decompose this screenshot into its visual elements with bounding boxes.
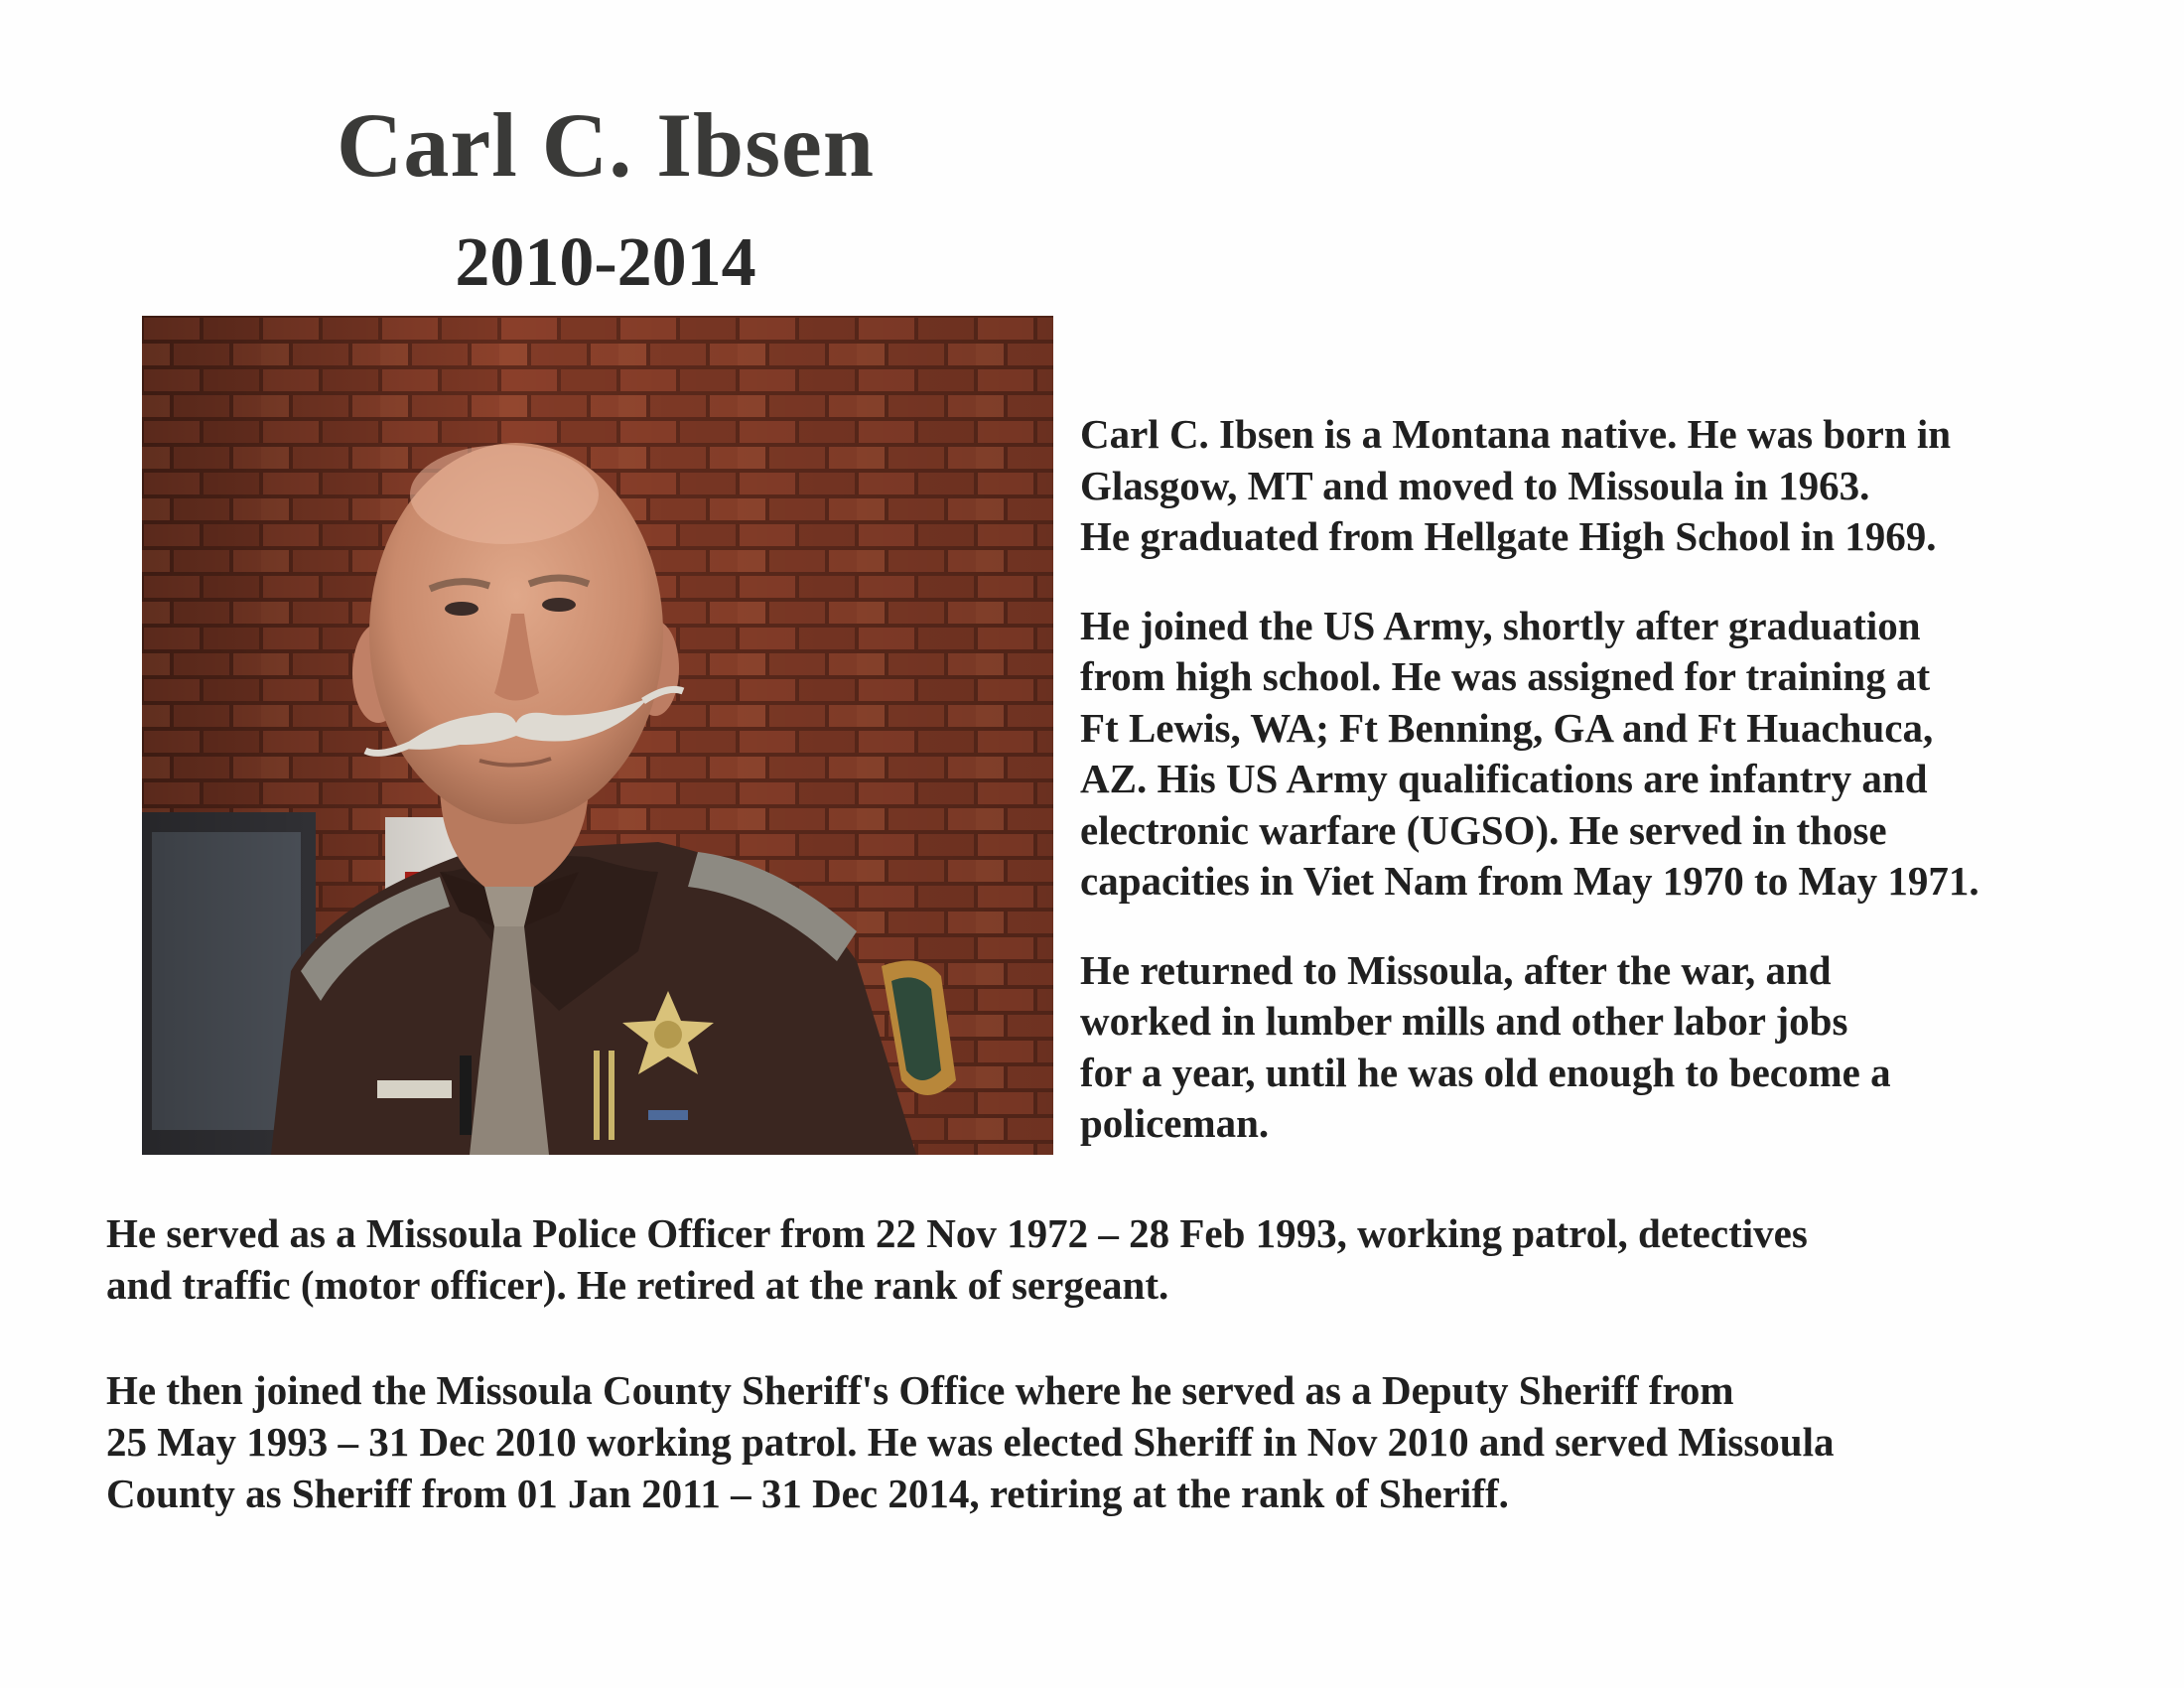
bio-right-column: [1080, 409, 2132, 1188]
page-title: Carl C. Ibsen: [336, 94, 876, 196]
bio-line: AZ. His US Army qualifications are infantry and: [1080, 756, 1928, 801]
bio-line: from high school. He was assigned for training at: [1080, 653, 1931, 699]
bio-line: He returned to Missoula, after the war, and: [1080, 946, 1832, 993]
bio-paragraph-army: [1080, 601, 2132, 908]
bio-bottom-section: [106, 1207, 2141, 1573]
bio-line: electronic warfare (UGSO). He served in those: [1080, 806, 1887, 853]
bio-line: worked in lumber mills and other labor jobs: [1080, 998, 1848, 1044]
bio-line: He graduated from Hellgate High School in 1969.: [1080, 513, 1937, 559]
bio-line: He joined the US Army, shortly after graduation: [1080, 602, 1921, 648]
bio-line: He served as a Missoula Police Officer from 22 Nov 1972 – 28 Feb 1993, working patrol, detectives: [106, 1210, 1808, 1256]
bio-line: and traffic (motor officer). He retired at the rank of sergeant.: [106, 1262, 1169, 1308]
bio-line: Carl C. Ibsen is a Montana native. He was born in: [1080, 411, 1952, 457]
bio-line: Glasgow, MT and moved to Missoula in 1963.: [1080, 462, 1870, 508]
bio-line: Ft Lewis, WA; Ft Benning, GA and Ft Huachuca,: [1080, 704, 1934, 751]
bio-line: He then joined the Missoula County Sheriff's Office where he served as a Deputy Sheriff from: [106, 1367, 1734, 1413]
term-years: 2010-2014: [455, 224, 756, 301]
sheriff-portrait-photo: [142, 316, 1053, 1155]
bio-paragraph-police: [106, 1207, 2141, 1311]
bio-line: policeman.: [1080, 1100, 1270, 1146]
bio-line: County as Sheriff from 01 Jan 2011 – 31 Dec 2014, retiring at the rank of Sheriff.: [106, 1471, 1509, 1516]
bio-line: for a year, until he was old enough to become a: [1080, 1049, 1891, 1095]
bio-line: 25 May 1993 – 31 Dec 2010 working patrol. He was elected Sheriff in Nov 2010 and served Missoula: [106, 1419, 1835, 1465]
bio-line: capacities in Viet Nam from May 1970 to May 1971.: [1080, 858, 1979, 904]
bio-paragraph-return: [1080, 945, 2132, 1150]
bio-paragraph-origin: [1080, 409, 2132, 563]
bio-paragraph-sheriff: [106, 1364, 2141, 1519]
